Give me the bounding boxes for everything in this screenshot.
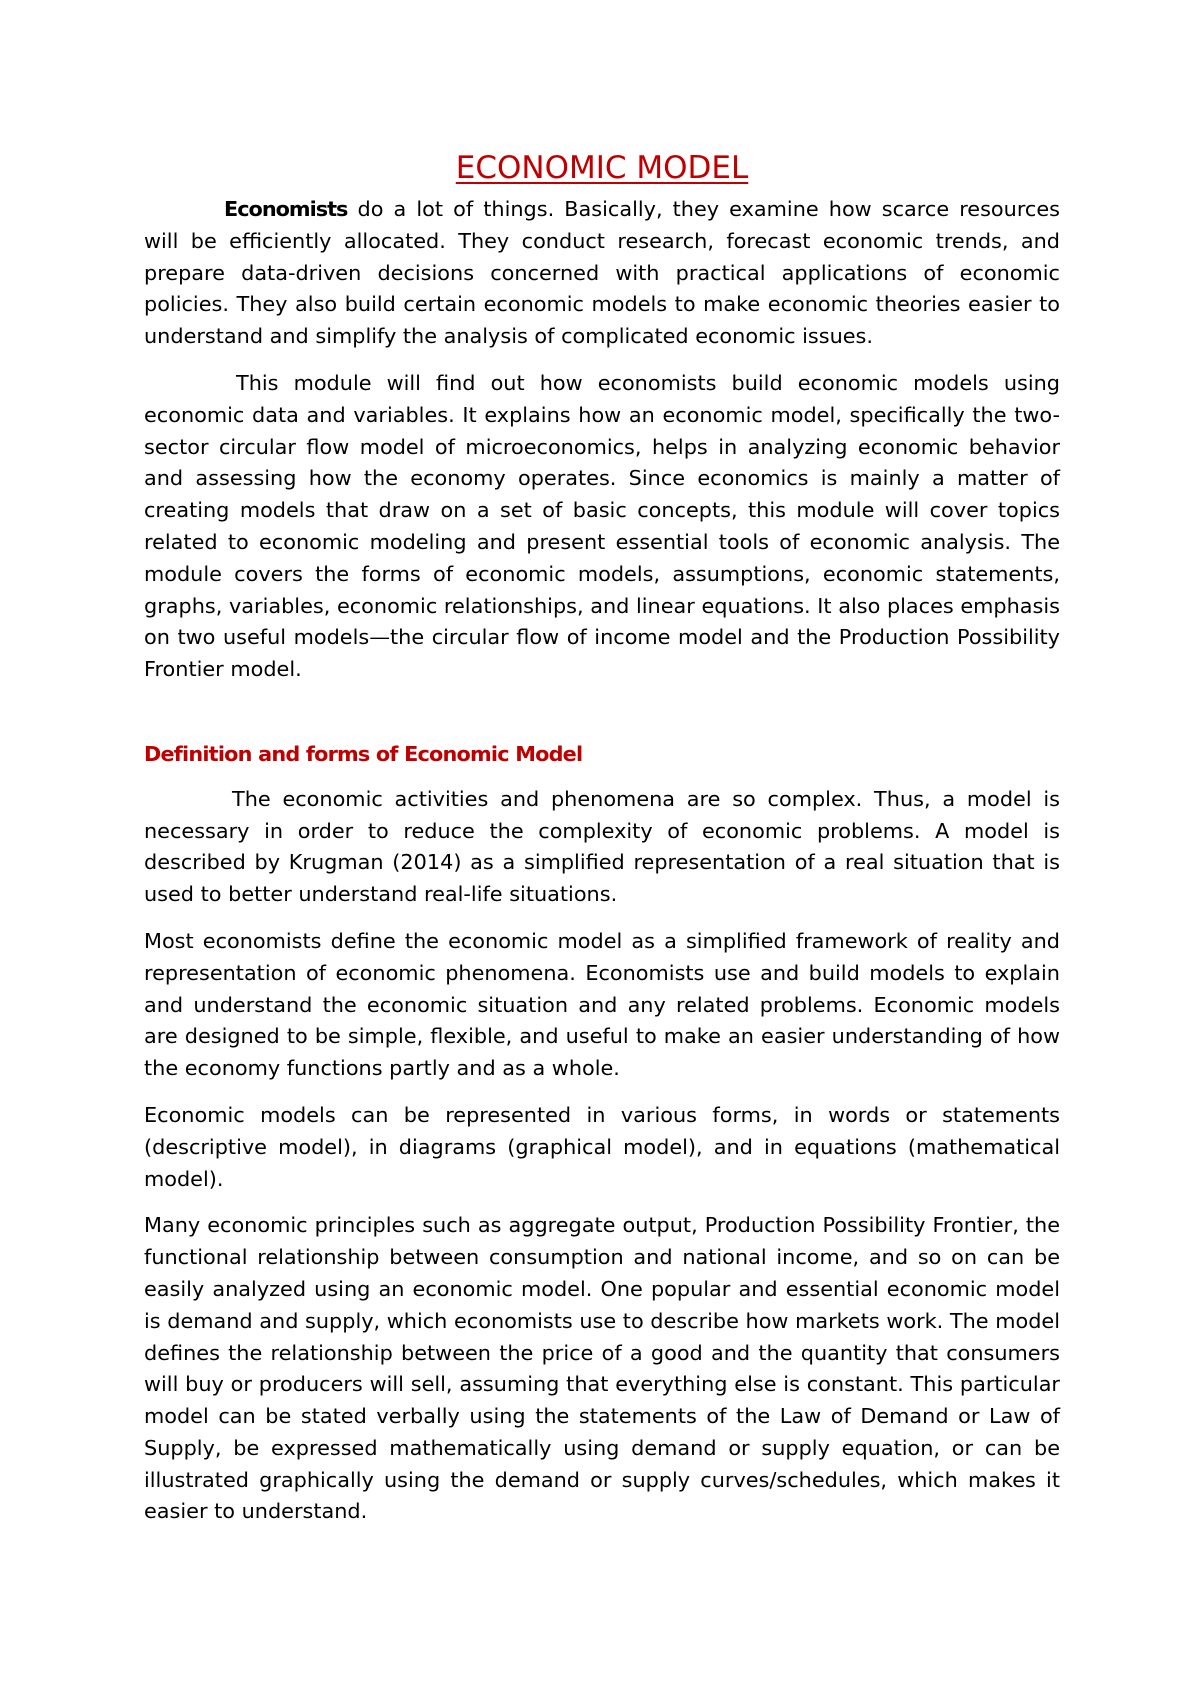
section-paragraph-4: Many economic principles such as aggregate output, Production Possibility Frontier, the functional relationship between consumption and national income, and so on can be easily analyzed using an economic model. One popular and essential economic model is demand and supply, which economists use to describe how markets work. The model defines the relationship between the price of a good and the quantity that consumers will buy or producers will sell, assuming that everything else is constant. This particular model can be stated verbally using the statements of the Law of Demand or Law of Supply, be expressed mathematically using demand or supply equation, or can be illustrated graphically using the demand or supply curves/schedules, which makes it easier to understand. [144, 1213, 1060, 1524]
intro-lead-bold: Economists [224, 197, 348, 221]
section-paragraph-3: Economic models can be represented in various forms, in words or statements (descriptive model), in diagrams (graphical model), and in equations (mathematical model). [144, 1102, 1060, 1191]
intro-paragraph [144, 194, 1060, 353]
intro-paragraph-text: do a lot of things. Basically, they examine how scarce resources will be efficiently allocated. They conduct research, forecast economic trends, and prepare data-driven decisions concerned with practical applications of economic policies. They also build certain economic models to make economic theories easier to understand and simplify the analysis of complicated economic issues. [144, 197, 1060, 349]
module-paragraph: This module will find out how economists build economic models using economic data and variables. It explains how an economic model, specifically the two-sector circular flow model of microeconomics, helps in analyzing economic behavior and assessing how the economy operates. Since economics is mainly a matter of creating models that draw on a set of basic concepts, this module will cover topics related to economic modeling and present essential tools of economic analysis. The module covers the forms of economic models, assumptions, economic statements, graphs, variables, economic relationships, and linear equations. It also places emphasis on two useful models—the circular flow of income model and the Production Possibility Frontier model. [144, 370, 1060, 682]
section-paragraph-2: Most economists define the economic model as a simplified framework of reality and representation of economic phenomena. Economists use and build models to explain and understand the economic situation and any related problems. Economic models are designed to be simple, flexible, and useful to make an easier understanding of how the economy functions partly and as a whole. [144, 928, 1060, 1081]
section-paragraph-1: The economic activities and phenomena are so complex. Thus, a model is necessary in order to reduce the complexity of economic problems. A model is described by Krugman (2014) as a simplified representation of a real situation that is used to better understand real-life situations. [144, 786, 1060, 907]
document-title: ECONOMIC MODEL [455, 150, 749, 186]
section-heading: Definition and forms of Economic Model [144, 741, 583, 766]
document-page [144, 148, 1060, 1543]
